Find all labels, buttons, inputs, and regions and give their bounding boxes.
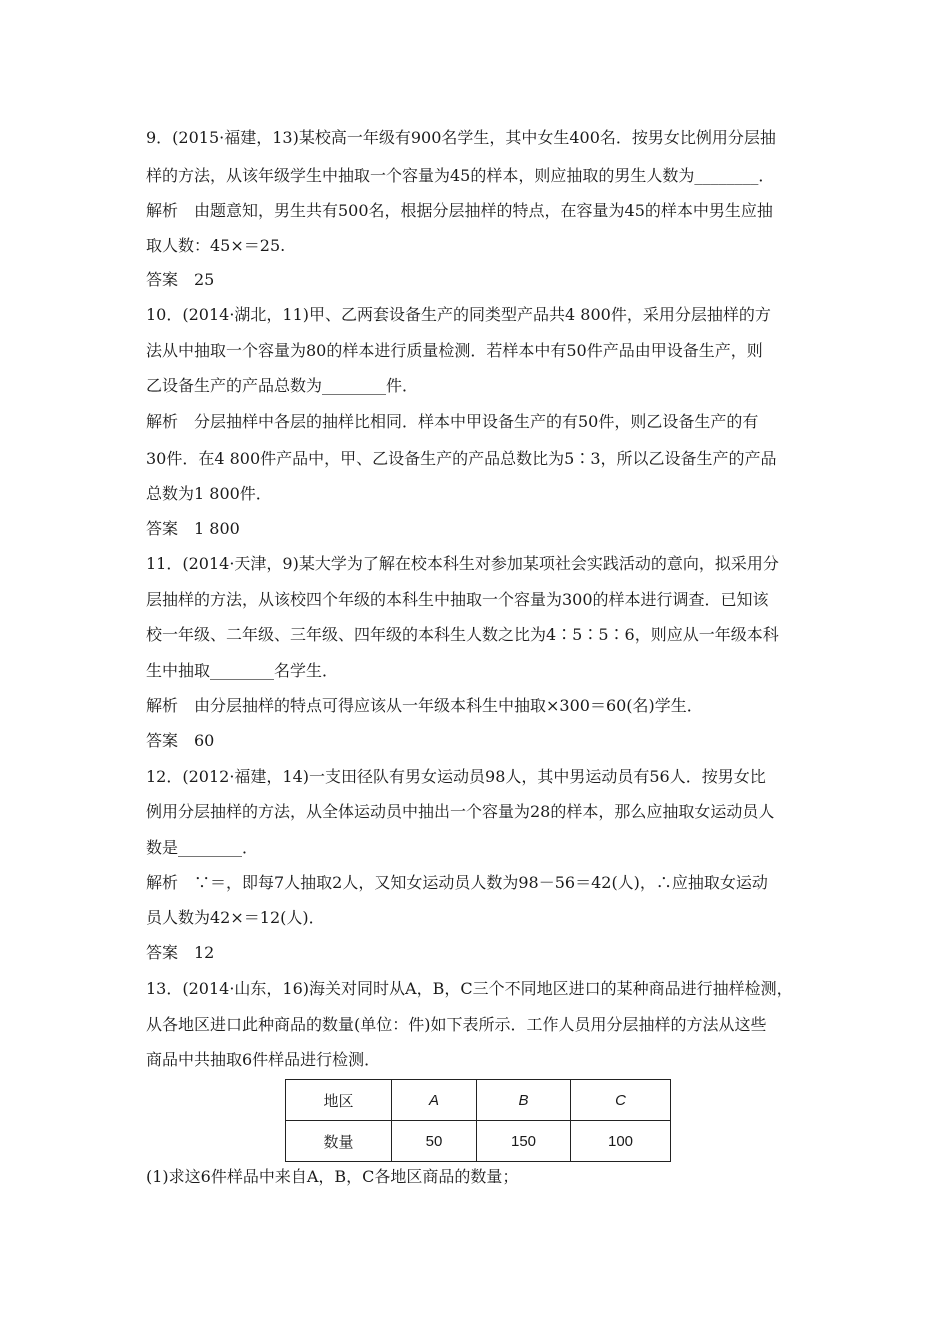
q10-analysis-line-2: 30件．在4 800件产品中，甲、乙设备生产的产品总数比为5∶3，所以乙设备生产的产品 bbox=[146, 449, 777, 468]
q10-analysis-line-3: 总数为1 800件． bbox=[146, 484, 272, 503]
q13-line-1: 13．(2014·山东，16)海关对同时从A，B，C三个不同地区进口的某种商品进行抽样检测， bbox=[146, 979, 793, 998]
q9-line-1: 9．(2015·福建，13)某校高一年级有900名学生，其中女生400名．按男女比例用分层抽 bbox=[146, 128, 776, 147]
table-header-cell: B bbox=[477, 1080, 571, 1121]
table-cell: 150 bbox=[477, 1121, 571, 1162]
q13-line-2: 从各地区进口此种商品的数量(单位：件)如下表所示．工作人员用分层抽样的方法从这些 bbox=[146, 1015, 767, 1034]
q13-subquestion-1: (1)求这6件样品中来自A，B，C各地区商品的数量； bbox=[146, 1167, 519, 1186]
q11-analysis: 解析 由分层抽样的特点可得应该从一年级本科生中抽取×300＝60(名)学生． bbox=[146, 696, 703, 715]
q10-answer: 答案 1 800 bbox=[146, 519, 240, 538]
q12-line-1: 12．(2012·福建，14)一支田径队有男女运动员98人，其中男运动员有56人．按男女比 bbox=[146, 767, 766, 786]
q11-line-4: 生中抽取________名学生． bbox=[146, 661, 339, 680]
q9-analysis-line-1: 解析 由题意知，男生共有500名，根据分层抽样的特点，在容量为45的样本中男生应抽 bbox=[146, 201, 773, 220]
table-header-row bbox=[286, 1080, 671, 1121]
q13-line-3: 商品中共抽取6件样品进行检测． bbox=[146, 1050, 381, 1069]
q9-line-2: 样的方法，从该年级学生中抽取一个容量为45的样本，则应抽取的男生人数为________． bbox=[146, 166, 775, 185]
q10-line-1: 10．(2014·湖北，11)甲、乙两套设备生产的同类型产品共4 800件，采用分层抽样的方 bbox=[146, 305, 771, 324]
q10-line-3: 乙设备生产的产品总数为________件． bbox=[146, 376, 419, 395]
q11-line-2: 层抽样的方法，从该校四个年级的本科生中抽取一个容量为300的样本进行调查．已知该 bbox=[146, 590, 769, 609]
table-row bbox=[286, 1121, 671, 1162]
q12-answer: 答案 12 bbox=[146, 943, 215, 962]
table-cell: 50 bbox=[392, 1121, 477, 1162]
q12-analysis-line-2: 员人数为42×＝12(人)． bbox=[146, 908, 325, 927]
table-header-cell: 地区 bbox=[286, 1080, 392, 1121]
table-header-cell: A bbox=[392, 1080, 477, 1121]
table-cell: 100 bbox=[571, 1121, 671, 1162]
q11-answer: 答案 60 bbox=[146, 731, 215, 750]
q9-analysis-line-2: 取人数：45×＝25. bbox=[146, 236, 286, 255]
table-cell: 数量 bbox=[286, 1121, 392, 1162]
q12-line-2: 例用分层抽样的方法，从全体运动员中抽出一个容量为28的样本，那么应抽取女运动员人 bbox=[146, 802, 775, 821]
q11-line-1: 11．(2014·天津，9)某大学为了解在校本科生对参加某项社会实践活动的意向，拟采用分 bbox=[146, 554, 779, 573]
q10-analysis-line-1: 解析 分层抽样中各层的抽样比相同．样本中甲设备生产的有50件，则乙设备生产的有 bbox=[146, 412, 759, 431]
q9-answer: 答案 25 bbox=[146, 270, 215, 289]
quantity-table bbox=[285, 1079, 671, 1162]
q12-analysis-line-1: 解析 ∵＝，即每7人抽取2人，又知女运动员人数为98－56＝42(人)，∴应抽取女运动 bbox=[146, 873, 768, 892]
q11-line-3: 校一年级、二年级、三年级、四年级的本科生人数之比为4∶5∶5∶6，则应从一年级本科 bbox=[146, 625, 779, 644]
q10-line-2: 法从中抽取一个容量为80的样本进行质量检测．若样本中有50件产品由甲设备生产，则 bbox=[146, 341, 763, 360]
table-header-cell: C bbox=[571, 1080, 671, 1121]
q12-line-3: 数是________． bbox=[146, 838, 259, 857]
